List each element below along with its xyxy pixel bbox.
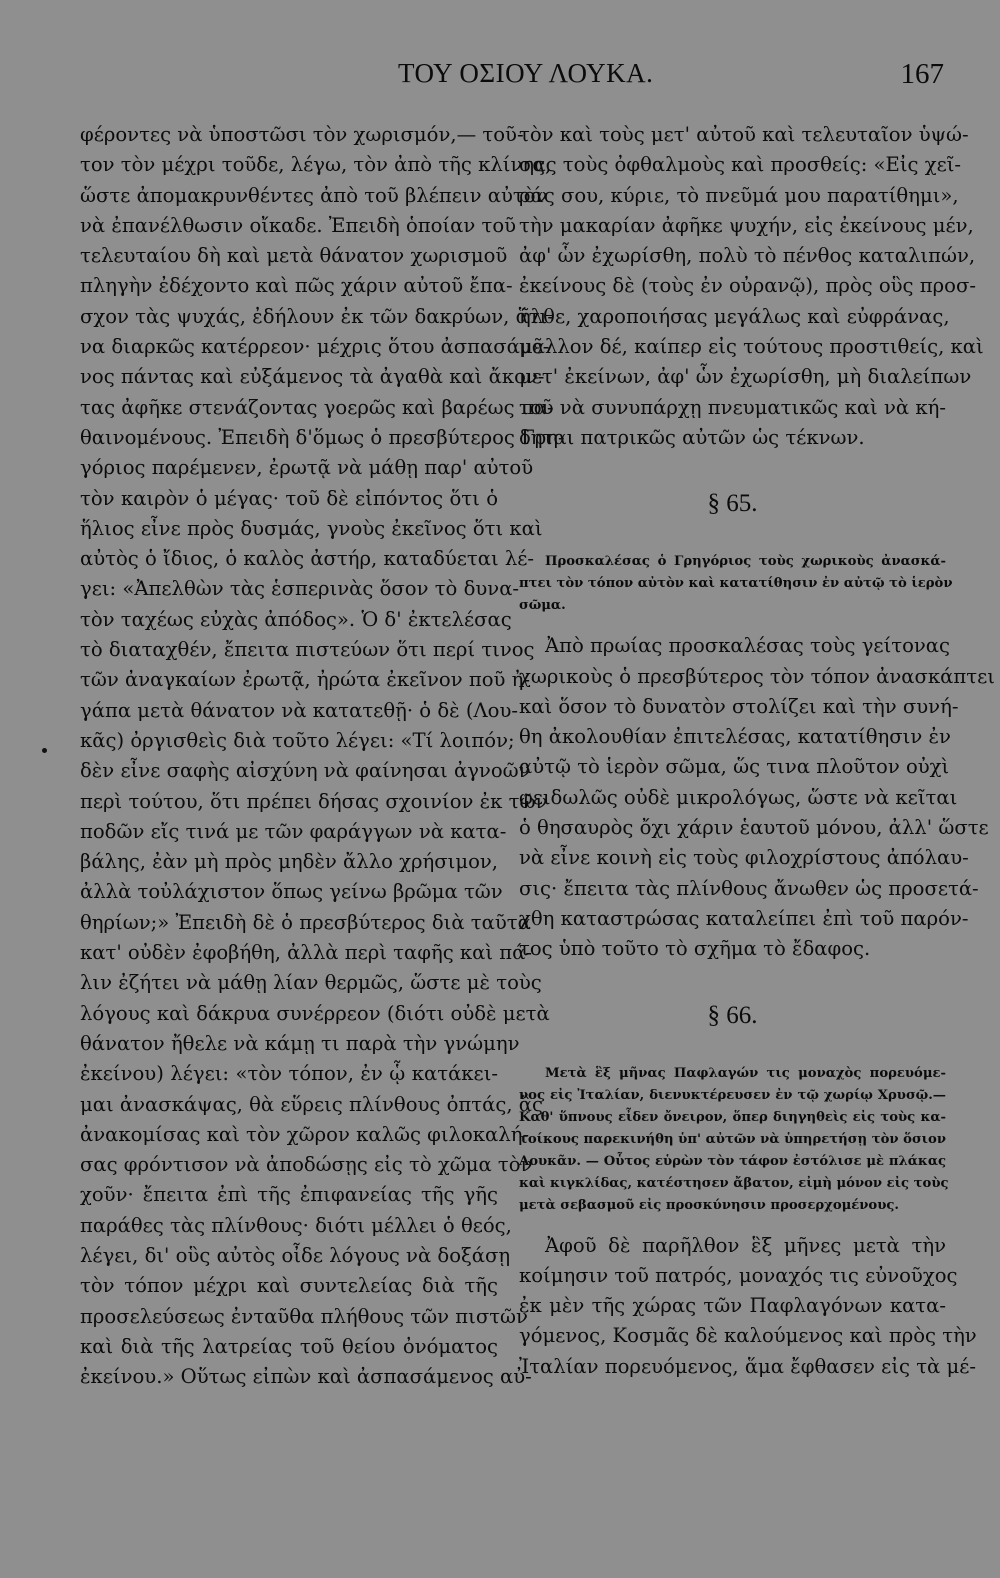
text-line: θάνατον ἤθελε νὰ κάμῃ τι παρὰ τὴν γνώμην [80,1031,520,1055]
text-line: ἀφ' ὧν ἐχωρίσθη, πολὺ τὸ πένθος καταλιπών, [519,244,976,268]
summary-line: νος εἰς Ἰταλίαν, διενυκτέρευσεν ἐν τῷ χωρίῳ Χρυσῷ.— [519,1087,946,1103]
section-66-heading: § 66. [707,1001,758,1029]
summary-line: Προσκαλέσας ὁ Γρηγόριος τοὺς χωρικοὺς ἀνασκά- [545,554,946,570]
text-line: Ἀφοῦ δὲ παρῆλθον ἓξ μῆνες μετὰ τὴν [545,1233,946,1257]
text-line: τῶν ἀναγκαίων ἐρωτᾷ, ἠρώτα ἐκεῖνον ποῦ ἠ- [80,668,531,692]
text-line: ἥλιος εἶνε πρὸς δυσμάς, γνοὺς ἐκεῖνος ὅτι καὶ [80,516,543,540]
text-line: τὸ διαταχθέν, ἔπειτα πιστεύων ὅτι περί τινος [80,638,535,662]
text-line: ἀλλὰ τοὐλάχιστον ὅπως γείνω βρῶμα τῶν [80,880,503,904]
text-line: ἐκείνους δὲ (τοὺς ἐν οὐρανῷ), πρὸς οὓς προσ- [519,274,976,298]
text-line: νὰ εἶνε κοινὴ εἰς τοὺς φιλοχρίστους ἀπόλαυ- [519,846,969,870]
text-line: καὶ διὰ τῆς λατρείας τοῦ θείου ὀνόματος [80,1334,498,1358]
section-65-text [519,631,995,964]
text-line: καὶ ὅσον τὸ δυνατὸν στολίζει καὶ τὴν συνή- [519,694,959,718]
section-65-heading: § 65. [707,490,758,518]
text-line: λέγει, δι' οὓς αὐτὸς οἶδε λόγους νὰ δοξάσῃ [80,1243,511,1267]
text-line: τὸν ταχέως εὐχὰς ἀπόδος». Ὁ δ' ἐκτελέσας [80,607,512,631]
text-line: κατ' οὐδὲν ἐφοβήθη, ἀλλὰ περὶ ταφῆς καὶ πά- [80,941,533,965]
text-line: τοῦ νὰ συνυπάρχῃ πνευματικῶς καὶ νὰ κή- [519,395,946,419]
summary-line: πτει τὸν τόπον αὐτὸν καὶ κατατίθησιν ἐν αὐτῷ τὸ ἱερὸν [519,576,953,592]
text-line: τὴν μακαρίαν ἀφῆκε ψυχήν, εἰς ἐκείνους μέν, [519,213,974,237]
text-line: λόγους καὶ δάκρυα συνέρρεον (διότι οὐδὲ μετὰ [80,1001,550,1025]
section-65-summary [519,551,953,617]
page-header [0,58,1000,98]
text-line: ἐκ μὲν τῆς χώρας τῶν Παφλαγόνων κατα- [519,1294,946,1318]
right-column [519,120,995,1382]
text-line: ῆλθε, χαροποιήσας μεγάλως καὶ εὐφράνας, [519,304,950,328]
summary-line: τοίκους παρεκινήθη ὑπ' αὐτῶν νὰ ὑπηρετήσῃ τὸν ὅσιον [519,1131,946,1147]
text-line: χθη καταστρώσας καταλείπει ἐπὶ τοῦ παρόν- [519,906,969,930]
text-line: δὲν εἶνε σαφὴς αἰσχύνη νὰ φαίνησαι ἀγνοῶν [80,759,531,783]
text-line: σχον τὰς ψυχάς, ἐδήλουν ἐκ τῶν δακρύων, ἅτι- [80,304,554,328]
text-line: θηρίων;» Ἐπειδὴ δὲ ὁ πρεσβύτερος διὰ ταῦτα [80,910,531,934]
text-line: ὁ θησαυρὸς ὄχι χάριν ἑαυτοῦ μόνου, ἀλλ' ὥστε [519,816,989,840]
text-line: θαινομένους. Ἐπειδὴ δ'ὅμως ὁ πρεσβύτερος Γρη- [80,425,565,449]
section-66-text [519,1231,977,1382]
text-line: μετ' ἐκείνων, ἀφ' ὧν ἐχωρίσθη, μὴ διαλείπων [519,365,972,389]
summary-line: καὶ κιγκλίδας, κατέστησεν ἄβατον, εἰμὴ μόνον εἰς τοὺς [519,1175,949,1191]
text-line: σας φρόντισον νὰ ἀποδώσῃς εἰς τὸ χῶμα τὸν [80,1153,533,1177]
margin-mark [42,748,47,753]
text-line: δηται πατρικῶς αὐτῶν ὡς τέκνων. [519,425,865,449]
text-line: ράς σου, κύριε, τὸ πνεῦμά μου παρατίθημι», [519,183,959,207]
text-line: θη ἀκολουθίαν ἐπιτελέσας, κατατίθησιν ἐν [519,725,951,749]
text-line: τὸν καὶ τοὺς μετ' αὐτοῦ καὶ τελευταῖον ὑψώ- [519,123,969,146]
summary-line: Μετὰ ἓξ μῆνας Παφλαγών τις μοναχὸς πορευόμε- [545,1065,946,1081]
text-line: χωρικοὺς ὁ πρεσβύτερος τὸν τόπον ἀνασκάπτει [519,664,995,688]
text-line: αὐτὸς ὁ ἴδιος, ὁ καλὸς ἀστήρ, καταδύεται λέ- [80,547,535,571]
text-line: φέροντες νὰ ὑποστῶσι τὸν χωρισμόν,— τοῦ- [80,123,524,146]
text-line: γόριος παρέμενεν, ἐρωτᾷ νὰ μάθῃ παρ' αὐτοῦ [80,456,534,480]
text-line: αὐτῷ τὸ ἱερὸν σῶμα, ὥς τινα πλοῦτον οὐχὶ [519,755,950,779]
text-line: ἐκείνου.» Οὕτως εἰπὼν καὶ ἀσπασάμενος αὐ- [80,1365,532,1389]
text-line: ἐκείνου) λέγει: «τὸν τόπον, ἐν ᾧ κατάκει- [80,1062,498,1086]
text-line: μᾶλλον δέ, καίπερ εἰς τούτους προστιθείς, καὶ [519,335,984,359]
text-line: ποδῶν εἴς τινά με τῶν φαράγγων νὰ κατα- [80,819,507,843]
text-line: ὥστε ἀπομακρυνθέντες ἀπὸ τοῦ βλέπειν αὐτὸν [80,183,548,207]
text-line: βάλης, ἐὰν μὴ πρὸς μηδὲν ἄλλο χρήσιμον, [80,850,499,874]
text-line: Ἀπὸ πρωίας προσκαλέσας τοὺς γείτονας [545,634,951,658]
text-line: τελευταίου δὴ καὶ μετὰ θάνατον χωρισμοῦ [80,244,508,268]
summary-line: μετὰ σεβασμοῦ εἰς προσκύνησιν προσερχομένους. [519,1197,900,1213]
text-line: λιν ἐζήτει νὰ μάθῃ λίαν θερμῶς, ὥστε μὲ τοὺς [80,971,542,995]
text-line: νος πάντας καὶ εὐξάμενος τὰ ἀγαθὰ καὶ ἄκον- [80,365,545,389]
right-paragraph-continued [519,120,984,453]
page-number: 167 [900,58,944,90]
text-line: πληγὴν ἐδέχοντο καὶ πῶς χάριν αὐτοῦ ἔπα- [80,274,513,298]
text-line: νὰ ἐπανέλθωσιν οἴκαδε. Ἐπειδὴ ὁποίαν τοῦ [80,213,517,237]
text-line: να διαρκῶς κατέρρεον· μέχρις ὅτου ἀσπασάμε- [80,335,550,359]
text-line: τὸν τόπον μέχρι καὶ συντελείας διὰ τῆς [80,1274,498,1298]
running-head: ΤΟΥ ΟΣΙΟΥ ΛΟΥΚΑ. [398,58,654,88]
section-66-summary [519,1063,949,1217]
text-line: παράθες τὰς πλίνθους· διότι μέλλει ὁ θεός, [80,1213,512,1237]
text-line: φειδωλῶς οὐδὲ μικρολόγως, ὥστε νὰ κεῖται [519,785,958,809]
text-line: γόμενος, Κοσμᾶς δὲ καλούμενος καὶ πρὸς τὴν [519,1324,977,1348]
text-line: τὸν καιρὸν ὁ μέγας· τοῦ δὲ εἰπόντος ὅτι ὁ [80,486,498,510]
text-line: προσελεύσεως ἐνταῦθα πλήθους τῶν πιστῶν [80,1304,528,1328]
text-line: κᾶς) ὀργισθεὶς διὰ τοῦτο λέγει: «Τί λοιπόν; [80,728,515,752]
text-line: γάπα μετὰ θάνατον νὰ κατατεθῇ· ὁ δὲ (Λου- [80,698,518,722]
text-line: χοῦν· ἔπειτα ἐπὶ τῆς ἐπιφανείας τῆς γῆς [80,1183,498,1207]
text-line: σας τοὺς ὀφθαλμοὺς καὶ προσθείς: «Εἰς χεῖ- [519,153,962,177]
text-line: γει: «Ἀπελθὼν τὰς ἑσπερινὰς ὅσον τὸ δυνα- [80,577,520,601]
text-line: περὶ τούτου, ὅτι πρέπει δήσας σχοινίον ἐκ τῶν [80,789,548,813]
text-line: κοίμησιν τοῦ πατρός, μοναχός τις εὐνοῦχος [519,1263,958,1287]
text-line: Ἰταλίαν πορευόμενος, ἅμα ἔφθασεν εἰς τὰ μέ- [519,1354,977,1378]
summary-line: σῶμα. [519,598,566,614]
summary-line: Καθ' ὕπνους εἶδεν ὄνειρον, ὅπερ διηγηθεὶς εἰς τοὺς κα- [519,1109,946,1125]
text-line: μαι ἀνασκάψας, θὰ εὕρεις πλίνθους ὀπτάς, ἃς [80,1092,543,1116]
text-line: ἀνακομίσας καὶ τὸν χῶρον καλῶς φιλοκαλή- [80,1122,530,1146]
text-line: τον τὸν μέχρι τοῦδε, λέγω, τὸν ἀπὸ τῆς κλίνης, [80,153,552,177]
text-line: σις· ἔπειτα τὰς πλίνθους ἄνωθεν ὡς προσετά- [519,876,979,900]
summary-line: Λουκᾶν. — Οὗτος εὑρὼν τὸν τάφον ἐστόλισε μὲ πλάκας [519,1153,946,1169]
text-line: τος ὑπὸ τοῦτο τὸ σχῆμα τὸ ἔδαφος. [519,937,871,961]
text-line: τας ἀφῆκε στενάζοντας γοερῶς καὶ βαρέως πα- [80,395,554,419]
